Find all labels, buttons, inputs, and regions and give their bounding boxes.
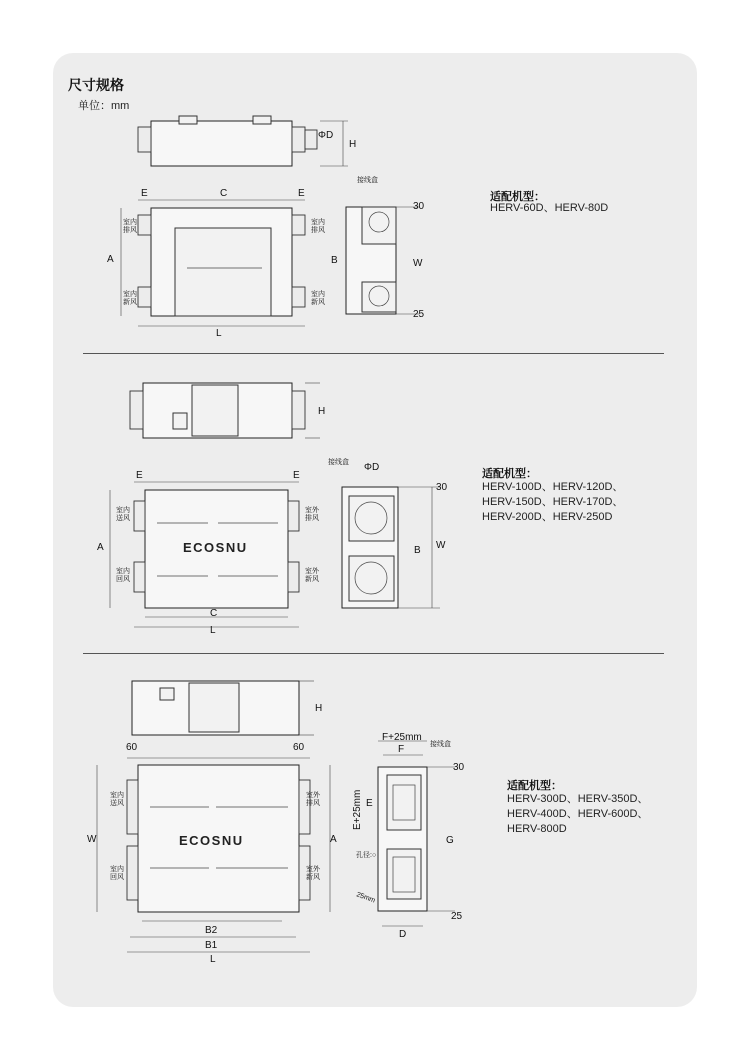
- label-junction: 接线盒: [328, 459, 349, 466]
- label-c: C: [210, 608, 218, 619]
- brand-logo: ECOSNU: [183, 540, 248, 555]
- port-label: 送风: [110, 800, 124, 807]
- port-label: 室内: [123, 291, 137, 298]
- port-label: 新风: [311, 299, 325, 306]
- model-line: HERV-800D: [507, 823, 567, 835]
- label-w: W: [413, 258, 423, 269]
- label-30: 30: [436, 482, 448, 493]
- label-30: 30: [413, 201, 425, 212]
- label-l: L: [210, 625, 216, 636]
- label-e-right: E: [298, 188, 305, 199]
- drawing-1-side-view: [331, 175, 425, 320]
- label-g: G: [446, 835, 454, 846]
- port-label: 排风: [306, 800, 320, 807]
- label-e-left: E: [136, 470, 143, 481]
- port-label: 新风: [305, 576, 319, 583]
- label-60-left: 60: [126, 742, 138, 753]
- label-e: E: [366, 798, 373, 809]
- port-label: 室内: [123, 219, 137, 226]
- label-a: A: [330, 834, 337, 845]
- port-label: 排风: [311, 227, 325, 234]
- label-a: A: [97, 542, 104, 553]
- model-line: HERV-200D、HERV-250D: [482, 511, 613, 523]
- label-phi-d: ΦD: [318, 130, 334, 141]
- port-label: 室内: [116, 507, 130, 514]
- label-f: F: [398, 744, 405, 755]
- label-25: 25: [451, 911, 463, 922]
- label-a: A: [107, 254, 114, 265]
- label-25mm: 25mm: [355, 891, 376, 905]
- port-label: 排风: [123, 227, 137, 234]
- label-e-right: E: [293, 470, 300, 481]
- label-phi-d: ΦD: [364, 462, 380, 473]
- drawing-3-side-view: [352, 732, 465, 940]
- port-label: 回风: [116, 576, 130, 583]
- model-line: HERV-60D、HERV-80D: [490, 202, 609, 214]
- label-e-left: E: [141, 188, 148, 199]
- model-line: HERV-400D、HERV-600D、: [507, 808, 649, 820]
- label-w: W: [87, 834, 97, 845]
- fit-title-3: 适配机型：: [507, 780, 562, 792]
- drawing-3-front-view: [87, 742, 337, 965]
- label-h: H: [318, 406, 326, 417]
- label-d: D: [399, 929, 407, 940]
- port-label: 室外: [306, 866, 320, 873]
- label-b: B: [414, 545, 421, 556]
- port-label: 室内: [311, 219, 325, 226]
- port-label: 室外: [305, 507, 319, 514]
- label-b1: B1: [205, 940, 218, 951]
- port-label: 室内: [311, 291, 325, 298]
- label-w: W: [436, 540, 446, 551]
- label-l: L: [210, 954, 216, 965]
- model-line: HERV-100D、HERV-120D、: [482, 481, 624, 493]
- label-h: H: [349, 139, 357, 150]
- label-25: 25: [413, 309, 425, 320]
- port-label: 室外: [305, 568, 319, 575]
- label-l: L: [216, 328, 222, 339]
- label-30: 30: [453, 762, 465, 773]
- label-b: B: [331, 255, 338, 266]
- label-junction: 接线盒: [357, 177, 378, 184]
- port-label: 室内: [110, 866, 124, 873]
- port-label: 新风: [306, 874, 320, 881]
- drawing-3-top-view: [132, 681, 322, 735]
- label-e-25mm: E+25mm: [352, 789, 363, 830]
- port-label: 室内: [116, 568, 130, 575]
- drawing-1-top-view: [138, 116, 356, 166]
- label-junction: 接线盒: [430, 741, 451, 748]
- drawing-1-front-view: [107, 188, 325, 339]
- model-line: HERV-300D、HERV-350D、: [507, 793, 649, 805]
- port-label: 回风: [110, 874, 124, 881]
- drawing-2-front-view: [97, 470, 320, 636]
- fit-title-1: 适配机型：: [490, 191, 545, 203]
- label-b2: B2: [205, 925, 218, 936]
- label-f-25mm: F+25mm: [382, 732, 422, 743]
- brand-logo: ECOSNU: [179, 833, 244, 848]
- model-line: HERV-150D、HERV-170D、: [482, 496, 624, 508]
- port-label: 送风: [116, 515, 130, 522]
- port-label: 室外: [306, 792, 320, 799]
- label-c: C: [220, 188, 228, 199]
- fit-title-2: 适配机型：: [482, 468, 537, 480]
- port-label: 排风: [305, 515, 319, 522]
- drawing-2-top-view: [130, 383, 325, 438]
- drawing-2-side-view: [328, 457, 448, 608]
- label-60-right: 60: [293, 742, 305, 753]
- label-hole: 孔径:○: [356, 852, 377, 859]
- page-title: 尺寸规格: [68, 77, 124, 93]
- port-label: 新风: [123, 299, 137, 306]
- label-h: H: [315, 703, 323, 714]
- unit-label: 单位：mm: [78, 100, 130, 112]
- port-label: 室内: [110, 792, 124, 799]
